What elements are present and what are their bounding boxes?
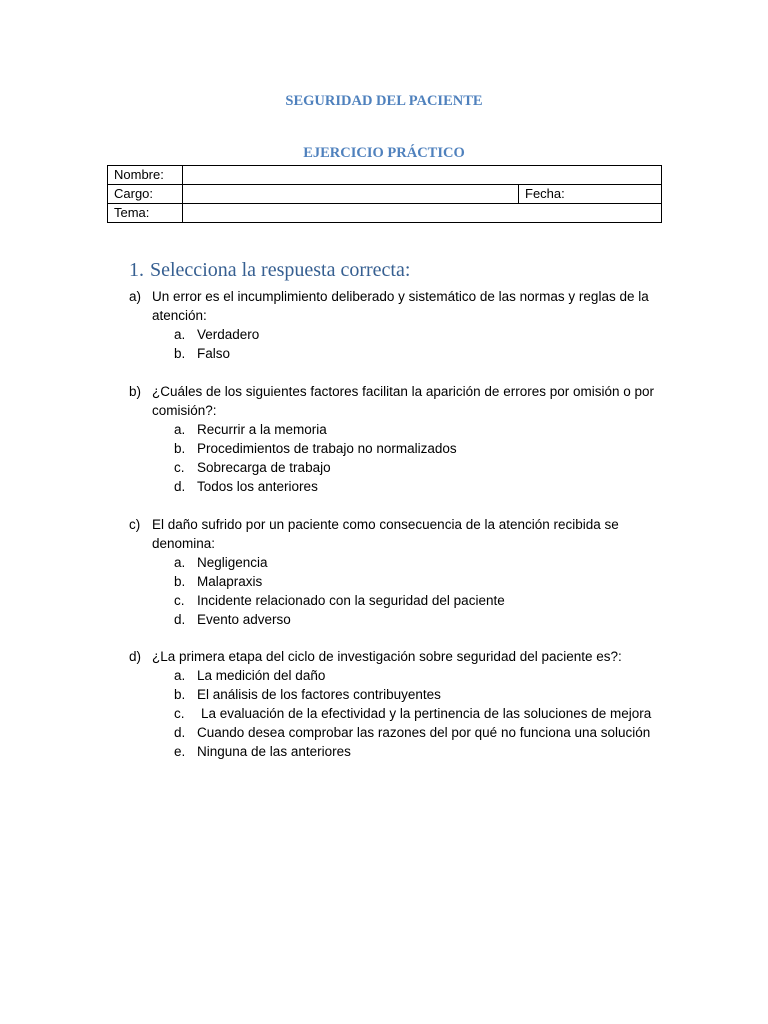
option-item — [129, 610, 669, 629]
option-letter: a. — [174, 668, 186, 683]
option-text: Malapraxis — [197, 574, 263, 589]
option-letter: b. — [174, 441, 186, 456]
question-item — [129, 382, 669, 496]
name-label: Nombre: — [108, 166, 183, 185]
option-letter: d. — [174, 479, 186, 494]
position-label: Cargo: — [108, 185, 183, 204]
option-text: Negligencia — [197, 555, 268, 570]
option-letter: a. — [174, 327, 186, 342]
option-letter: e. — [174, 744, 186, 759]
option-letter: c. — [174, 460, 185, 475]
option-text: Evento adverso — [197, 612, 291, 627]
document-subtitle: EJERCICIO PRÁCTICO — [303, 145, 465, 161]
section-heading — [129, 259, 410, 282]
option-text: Recurrir a la memoria — [197, 422, 327, 437]
date-label: Fecha: — [525, 186, 565, 201]
option-text: Todos los anteriores — [197, 479, 318, 494]
option-letter: a. — [174, 422, 186, 437]
option-letter: a. — [174, 555, 186, 570]
option-letter: d. — [174, 612, 186, 627]
option-text: El análisis de los factores contribuyentes — [197, 687, 441, 702]
option-list — [129, 553, 669, 629]
info-table — [107, 165, 662, 223]
option-item — [129, 704, 669, 723]
name-field[interactable] — [183, 166, 662, 185]
option-text: Falso — [197, 346, 231, 361]
option-item — [129, 666, 669, 685]
option-item — [129, 742, 669, 761]
option-item — [129, 572, 669, 591]
option-item — [129, 344, 669, 363]
option-text: Cuando desea comprobar las razones del por qué no funciona una solución — [197, 725, 651, 740]
option-text: Procedimientos de trabajo no normalizados — [197, 441, 457, 456]
section-title: Selecciona la respuesta correcta: — [150, 259, 411, 281]
section-number: 1. — [129, 259, 144, 281]
option-letter: b. — [174, 687, 186, 702]
option-text: La evaluación de la efectividad y la pertinencia de las soluciones de mejora — [201, 706, 652, 721]
option-text: Incidente relacionado con la seguridad del paciente — [197, 593, 505, 608]
question-text: ¿Cuáles de los siguientes factores facilitan la aparición de errores por omisión o por comisión?: — [152, 384, 655, 418]
option-item — [129, 553, 669, 572]
option-item — [129, 685, 669, 704]
info-row-position — [108, 185, 662, 204]
option-text: Verdadero — [197, 327, 260, 342]
topic-field[interactable] — [183, 204, 662, 223]
question-letter: b) — [129, 384, 142, 399]
option-letter: b. — [174, 346, 186, 361]
question-item — [129, 647, 669, 761]
option-item — [129, 477, 669, 496]
document-title: SEGURIDAD DEL PACIENTE — [285, 93, 483, 109]
option-letter: c. — [174, 593, 185, 608]
topic-label: Tema: — [108, 204, 183, 223]
option-text: Sobrecarga de trabajo — [197, 460, 331, 475]
question-item — [129, 287, 669, 363]
question-text: El daño sufrido por un paciente como consecuencia de la atención recibida se denomina: — [152, 517, 619, 551]
option-list — [129, 325, 669, 363]
question-letter: a) — [129, 289, 142, 304]
info-row-topic — [108, 204, 662, 223]
question-text: Un error es el incumplimiento deliberado y sistemático de las normas y reglas de la atención: — [152, 289, 649, 323]
option-item — [129, 723, 669, 742]
option-text: La medición del daño — [197, 668, 326, 683]
option-letter: d. — [174, 725, 186, 740]
option-list — [129, 666, 669, 761]
question-letter: d) — [129, 649, 142, 664]
option-item — [129, 591, 669, 610]
option-item — [129, 420, 669, 439]
date-cell[interactable] — [519, 185, 662, 204]
option-item — [129, 458, 669, 477]
option-item — [129, 439, 669, 458]
option-item — [129, 325, 669, 344]
question-text: ¿La primera etapa del ciclo de investigación sobre seguridad del paciente es?: — [152, 649, 622, 664]
info-row-name — [108, 166, 662, 185]
option-letter: b. — [174, 574, 186, 589]
option-text: Ninguna de las anteriores — [197, 744, 351, 759]
option-list — [129, 420, 669, 496]
option-letter: c. — [174, 706, 185, 721]
question-letter: c) — [129, 517, 141, 532]
position-field[interactable] — [183, 185, 519, 204]
question-item — [129, 515, 669, 629]
